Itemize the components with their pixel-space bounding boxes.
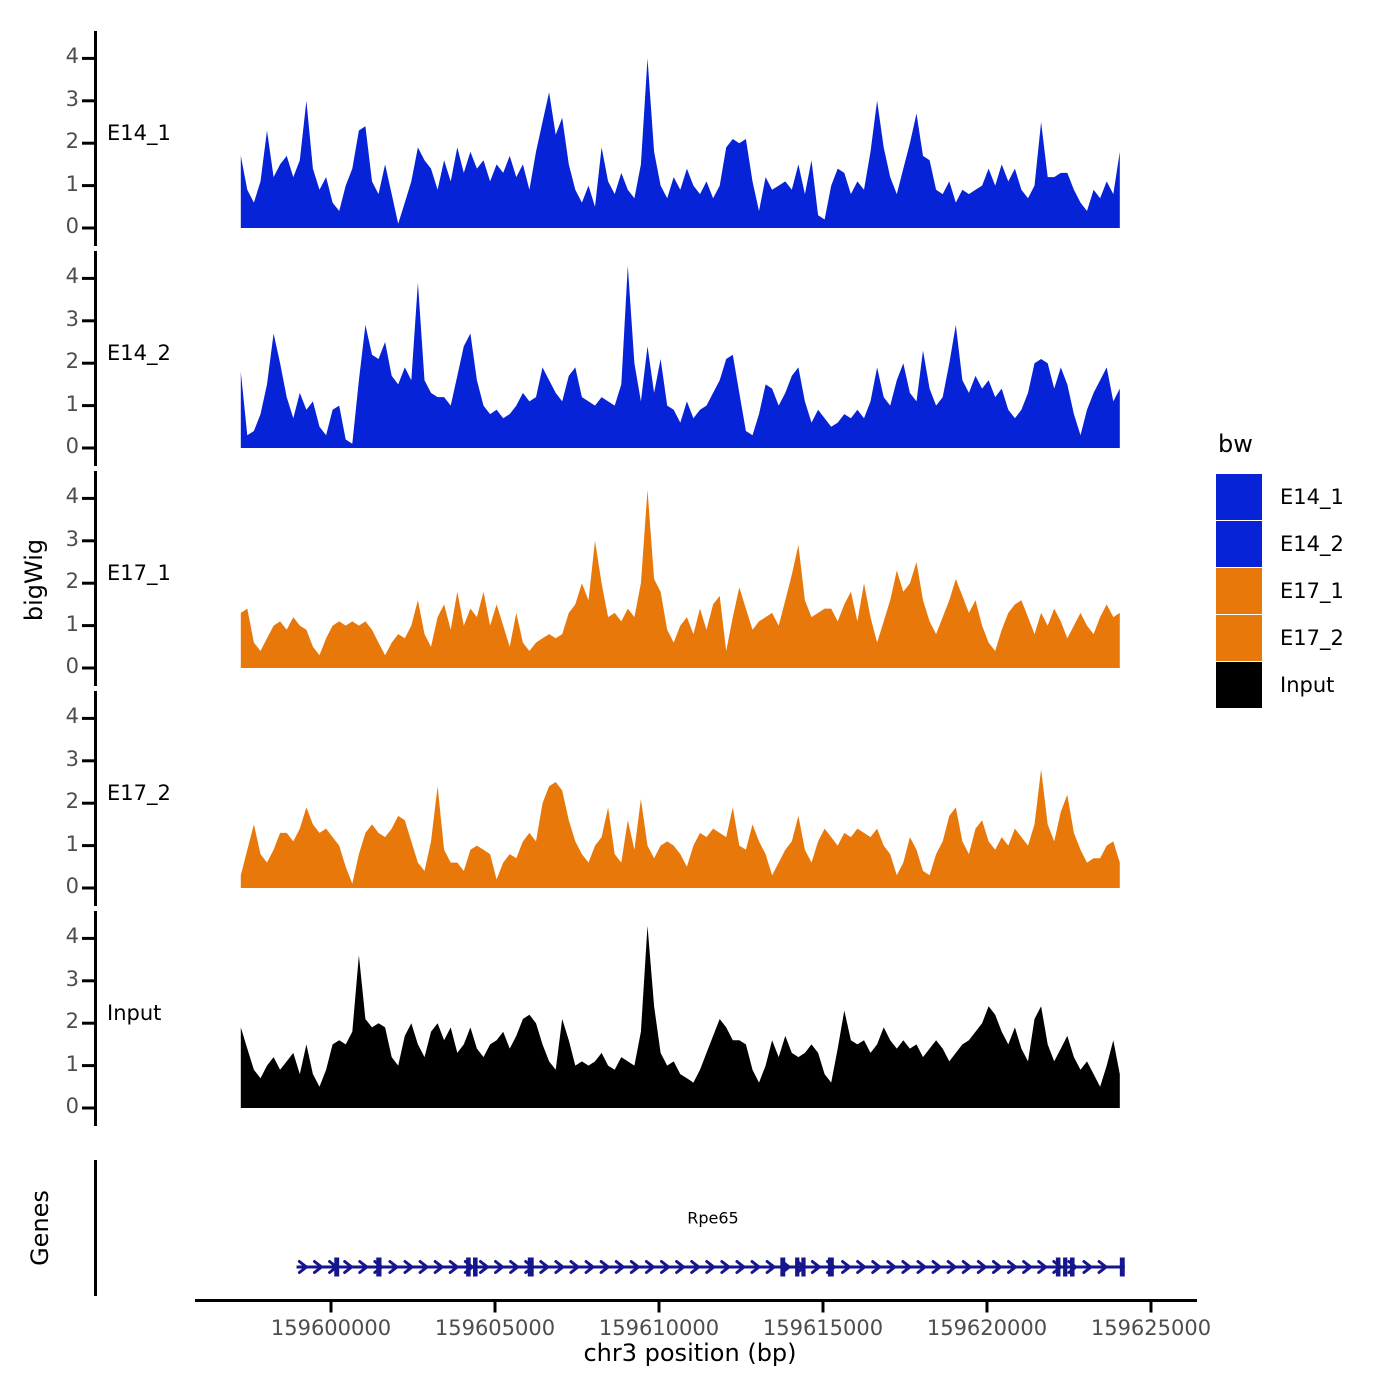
coverage-area-E14_1 (241, 58, 1120, 228)
legend-swatch (1216, 521, 1262, 567)
y-tick-label: 0 (65, 874, 79, 898)
coverage-area-E14_2 (241, 266, 1120, 448)
genes-panel-title: Genes (26, 1190, 54, 1266)
x-tick-label: 159615000 (762, 1316, 884, 1340)
y-tick-label: 0 (65, 434, 79, 458)
gene-label: Rpe65 (687, 1208, 739, 1228)
legend-swatch (1216, 568, 1262, 614)
track-E17_1 (82, 471, 1120, 686)
y-tick-label: 1 (65, 391, 79, 416)
y-tick-label: 0 (65, 1094, 79, 1118)
y-tick-label: 4 (65, 264, 79, 289)
y-axis-title: bigWig (20, 538, 48, 622)
exon-bar (795, 1258, 799, 1277)
y-tick-label: 1 (65, 171, 79, 196)
y-tick-label: 1 (65, 1051, 79, 1076)
y-tick-label: 4 (65, 924, 79, 949)
legend-entries (1216, 474, 1344, 708)
legend-entry (1216, 568, 1344, 614)
y-tick-label: 2 (65, 129, 79, 154)
y-tick-label: 0 (65, 654, 79, 678)
coverage-area-E17_2 (241, 769, 1120, 888)
track-E17_2 (82, 691, 1120, 906)
track-Input (82, 911, 1120, 1126)
x-tick-label: 159610000 (598, 1316, 720, 1340)
exon-bar (376, 1258, 381, 1277)
x-tick-label: 159600000 (270, 1316, 392, 1340)
legend-swatch (1216, 474, 1262, 520)
track-E14_1 (82, 31, 1120, 246)
y-tick-label: 3 (65, 526, 79, 551)
legend-entry-label: Input (1280, 673, 1335, 697)
exon-bar (528, 1258, 534, 1277)
exon-bar (473, 1258, 478, 1277)
y-tick-label: 1 (65, 831, 79, 856)
legend (1216, 430, 1344, 709)
x-tick-label: 159605000 (434, 1316, 556, 1340)
legend-title: bw (1218, 430, 1253, 458)
y-tick-label: 3 (65, 86, 79, 111)
x-axis-title: chr3 position (bp) (583, 1339, 797, 1367)
x-tick-label: 159625000 (1090, 1316, 1212, 1340)
legend-entry-label: E17_2 (1280, 626, 1344, 650)
y-tick-label: 3 (65, 746, 79, 771)
exon-bar (1063, 1258, 1067, 1277)
y-tick-label: 3 (65, 306, 79, 331)
track-E14_2 (82, 251, 1120, 466)
legend-entry (1216, 474, 1344, 520)
y-tick-label: 2 (65, 569, 79, 594)
exon-bar (828, 1258, 834, 1277)
track-label: E17_1 (107, 560, 171, 585)
exon-bar (780, 1258, 785, 1277)
x-axis (195, 1301, 1197, 1313)
coverage-area-Input (241, 926, 1120, 1108)
legend-entry (1216, 521, 1344, 567)
legend-entry-label: E17_1 (1280, 579, 1344, 603)
exon-bar (1120, 1258, 1125, 1277)
y-tick-label: 2 (65, 789, 79, 814)
y-tick-label: 1 (65, 611, 79, 636)
legend-swatch (1216, 615, 1262, 661)
coverage-area-E17_1 (241, 490, 1120, 668)
y-tick-label: 0 (65, 214, 79, 238)
legend-entry-label: E14_1 (1280, 485, 1344, 509)
track-label: E14_2 (107, 340, 171, 365)
x-tick-label: 159620000 (926, 1316, 1048, 1340)
exon-bar (1056, 1258, 1061, 1277)
track-label: E14_1 (107, 120, 171, 145)
track-label: E17_2 (107, 780, 171, 805)
genes-panel (96, 1160, 1125, 1296)
y-tick-label: 4 (65, 44, 79, 69)
legend-entry (1216, 615, 1344, 661)
y-tick-label: 3 (65, 966, 79, 991)
legend-swatch (1216, 662, 1262, 708)
exon-bar (334, 1258, 339, 1277)
exon-bar (466, 1258, 471, 1277)
y-tick-label: 4 (65, 704, 79, 729)
exon-bar (1070, 1258, 1075, 1277)
track-label: Input (107, 1000, 162, 1025)
y-tick-label: 4 (65, 484, 79, 509)
y-tick-label: 2 (65, 1009, 79, 1034)
y-tick-label: 2 (65, 349, 79, 374)
legend-entry-label: E14_2 (1280, 532, 1344, 556)
exon-bar (801, 1258, 805, 1277)
legend-entry (1216, 662, 1344, 708)
